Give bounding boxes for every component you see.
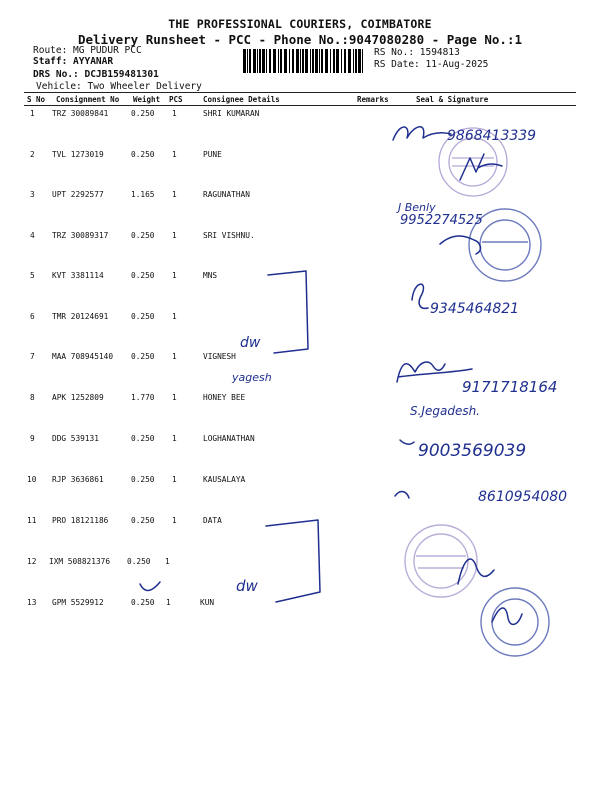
row-sno: 2 <box>30 150 35 159</box>
row-consignment: TMR 20124691 <box>52 312 109 321</box>
row-weight: 0.250 <box>131 598 155 607</box>
hw-phone-row-9: 9003569039 <box>418 441 527 461</box>
row-weight: 0.250 <box>131 352 155 361</box>
row-consignee: DATA <box>203 516 222 525</box>
col-sno: S No <box>27 95 46 104</box>
rs-date: RS Date: 11-Aug-2025 <box>374 59 489 70</box>
barcode-bar <box>321 49 323 73</box>
row-sno: 8 <box>30 393 35 402</box>
row-pcs: 1 <box>172 516 177 525</box>
barcode-bar <box>296 49 299 73</box>
barcode-bar <box>284 49 287 73</box>
hw-phone-row-1: 9868413339 <box>447 128 537 144</box>
row-consignment: RJP 3636861 <box>52 475 104 484</box>
row-weight: 0.250 <box>127 557 151 566</box>
col-pcs: PCS <box>169 95 183 104</box>
row-consignment: KVT 3381114 <box>52 271 104 280</box>
row-weight: 1.770 <box>131 393 155 402</box>
barcode-bar <box>358 49 361 73</box>
barcode-bar <box>355 49 357 73</box>
runsheet-subtitle: Delivery Runsheet - PCC - Phone No.:9047080280 - Page No.:1 <box>77 32 522 47</box>
col-seal-signature: Seal & Signature <box>416 95 489 104</box>
row-weight: 0.250 <box>131 109 155 118</box>
barcode-bar <box>253 49 256 73</box>
row-pcs: 1 <box>172 150 177 159</box>
barcode-bar <box>243 49 246 73</box>
row-sno: 4 <box>30 231 35 240</box>
col-consignment: Consignment No <box>56 95 120 104</box>
signature-row-10 <box>395 492 409 498</box>
barcode-bar <box>333 49 335 73</box>
header-top-rule <box>24 92 576 93</box>
row-pcs: 1 <box>172 434 177 443</box>
signature-row-5 <box>412 284 428 308</box>
barcode-bar <box>312 49 314 73</box>
row-sno: 7 <box>30 352 35 361</box>
hw-phone-row-7: 9171718164 <box>462 378 558 396</box>
hw-phone-row-5: 9345464821 <box>430 301 520 317</box>
barcode-bar <box>266 49 267 73</box>
row-sno: 6 <box>30 312 35 321</box>
hw-name-row-8: S.Jegadesh. <box>410 404 480 418</box>
row-sno: 12 <box>27 557 37 566</box>
row-weight: 0.250 <box>131 150 155 159</box>
barcode-bar <box>259 49 261 73</box>
row-pcs: 1 <box>172 352 177 361</box>
signature-row-9 <box>400 440 414 444</box>
hw-phone-row-3: 9952274525 <box>400 213 483 228</box>
barcode <box>243 49 367 73</box>
hw-initials-row-6: dw <box>240 335 261 351</box>
barcode-bar <box>336 49 339 73</box>
barcode-bar <box>362 49 363 73</box>
barcode-bar <box>278 49 279 73</box>
row-consignee: KUN <box>200 598 215 607</box>
signature-row-11 <box>458 559 494 584</box>
row-consignment: MAA 708945140 <box>52 352 114 361</box>
row-consignment: DDG 539131 <box>52 434 99 443</box>
row-pcs: 1 <box>172 312 177 321</box>
barcode-bar <box>247 49 248 73</box>
vehicle-label: Vehicle: Two Wheeler Delivery <box>36 81 202 92</box>
rs-number: RS No.: 1594813 <box>374 47 460 58</box>
row-consignment: GPM 5529912 <box>52 598 104 607</box>
barcode-bar <box>315 49 318 73</box>
row-consignee: PUNE <box>203 150 222 159</box>
barcode-bar <box>280 49 282 73</box>
barcode-bar <box>289 49 290 73</box>
hw-initials-row-12: dw <box>236 577 258 595</box>
row-consignee: SHRI KUMARAN <box>203 109 260 118</box>
barcode-bar <box>348 49 351 73</box>
stamp-row-4 <box>469 209 541 281</box>
row-consignee: HONEY BEE <box>203 393 246 402</box>
row-sno: 1 <box>30 109 35 118</box>
barcode-bar <box>325 49 328 73</box>
row-consignment: UPT 2292577 <box>52 190 104 199</box>
signature-row-13 <box>492 608 522 624</box>
hw-name-row-7: yagesh <box>232 371 272 384</box>
row-consignee: KAUSALAYA <box>203 475 246 484</box>
box-row-5 <box>268 271 308 353</box>
tick-row-12 <box>140 582 160 591</box>
stamp-row-1 <box>439 128 507 196</box>
barcode-bar <box>319 49 320 73</box>
barcode-bar <box>305 49 308 73</box>
row-weight: 0.250 <box>131 475 155 484</box>
staff-label: Staff: AYYANAR <box>33 56 114 67</box>
barcode-bar <box>344 49 346 73</box>
barcode-bar <box>269 49 271 73</box>
row-weight: 0.250 <box>131 312 155 321</box>
row-weight: 0.250 <box>131 516 155 525</box>
row-weight: 0.250 <box>131 231 155 240</box>
company-title: THE PROFESSIONAL COURIERS, COIMBATORE <box>168 17 432 31</box>
barcode-bar <box>249 49 251 73</box>
row-weight: 0.250 <box>131 434 155 443</box>
stamp-row-11 <box>405 525 477 597</box>
stamp-row-13 <box>481 588 549 656</box>
row-sno: 11 <box>27 516 37 525</box>
route-label: Route: MG PUDUR PCC <box>33 45 142 56</box>
col-weight: Weight <box>133 95 161 104</box>
col-remarks: Remarks <box>357 95 389 104</box>
barcode-bar <box>353 49 354 73</box>
row-sno: 10 <box>27 475 37 484</box>
row-consignee: VIGNESH <box>203 352 236 361</box>
row-pcs: 1 <box>172 475 177 484</box>
row-pcs: 1 <box>172 190 177 199</box>
barcode-bar <box>292 49 294 73</box>
signature-row-4 <box>440 236 480 254</box>
box-row-11 <box>266 520 320 602</box>
row-sno: 5 <box>30 271 35 280</box>
drs-number: DRS No.: DCJB159481301 <box>33 69 159 80</box>
row-pcs: 1 <box>172 393 177 402</box>
row-weight: 1.165 <box>131 190 155 199</box>
signature-row-7 <box>397 362 472 382</box>
row-sno: 13 <box>27 598 37 607</box>
row-consignee: RAGUNATHAN <box>203 190 250 199</box>
row-pcs: 1 <box>172 109 177 118</box>
row-consignment: TRZ 30089317 <box>52 231 109 240</box>
barcode-bar <box>300 49 301 73</box>
signature-row-2 <box>460 154 502 180</box>
row-consignment: PRO 18121186 <box>52 516 109 525</box>
signature-row-1 <box>393 127 451 140</box>
row-sno: 3 <box>30 190 35 199</box>
row-weight: 0.250 <box>131 271 155 280</box>
row-pcs: 1 <box>172 231 177 240</box>
row-consignment: TVL 1273019 <box>52 150 104 159</box>
row-sno: 9 <box>30 434 35 443</box>
row-pcs: 1 <box>172 271 177 280</box>
row-consignee: LOGHANATHAN <box>203 434 255 443</box>
hw-phone-row-10: 8610954080 <box>478 489 568 505</box>
barcode-bar <box>302 49 304 73</box>
barcode-bar <box>330 49 331 73</box>
row-pcs: 1 <box>166 598 171 607</box>
hw-name-row-3: J Benly <box>398 201 436 214</box>
row-consignee: MNS <box>203 271 218 280</box>
barcode-bar <box>273 49 276 73</box>
row-consignment: TRZ 30089841 <box>52 109 109 118</box>
barcode-bar <box>341 49 342 73</box>
barcode-bar <box>262 49 265 73</box>
header-bottom-rule <box>24 105 576 106</box>
row-pcs: 1 <box>165 557 170 566</box>
barcode-bar <box>257 49 258 73</box>
row-consignment: IXM 508821376 <box>49 557 111 566</box>
col-consignee: Consignee Details <box>203 95 280 104</box>
barcode-bar <box>310 49 311 73</box>
row-consignee: SRI VISHNU. <box>203 231 255 240</box>
row-consignment: APK 1252809 <box>52 393 104 402</box>
